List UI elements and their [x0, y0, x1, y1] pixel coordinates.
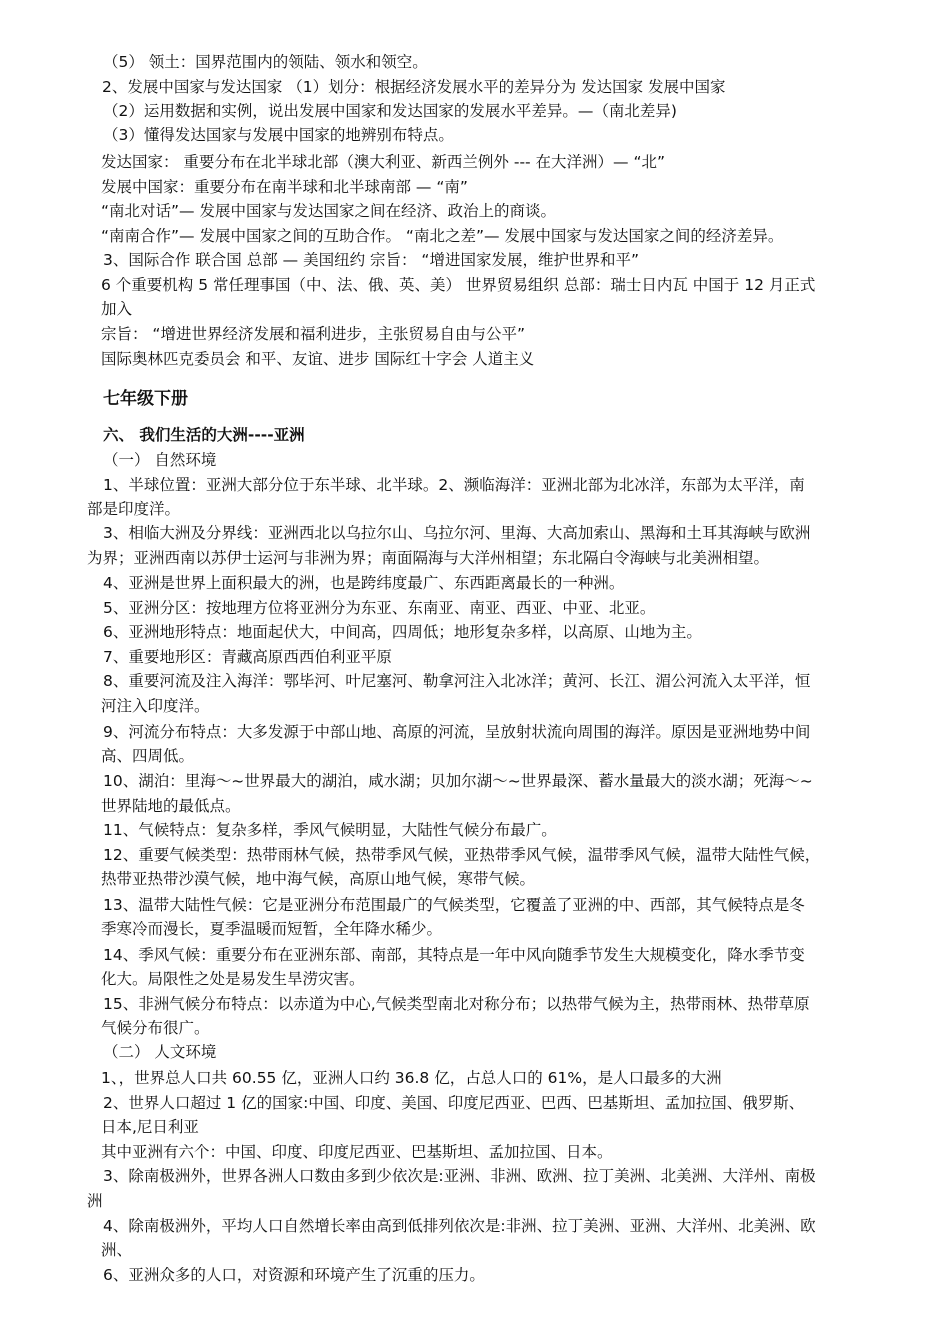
text-line: 3、相临大洲及分界线：亚洲西北以乌拉尔山、乌拉尔河、里海、大高加索山、黑海和土耳其海峡与欧洲 [103, 524, 811, 542]
text-line: 3、除南极洲外，世界各洲人口数由多到少依次是:亚洲、非洲、欧洲、拉丁美洲、北美洲、大洋州、南极 [103, 1167, 816, 1185]
text-line: 为界；亚洲西南以苏伊士运河与非洲为界；南面隔海与大洋州相望；东北隔白令海峡与北美洲相望。 [87, 549, 770, 567]
text-line: 发展中国家：重要分布在南半球和北半球南部 — “南” [101, 178, 468, 196]
text-line: 2、发展中国家与发达国家 （1）划分：根据经济发展水平的差异分为 发达国家 发展中国家 [102, 78, 726, 96]
text-line: 河注入印度洋。 [101, 697, 210, 715]
text-line: 5、亚洲分区：按地理方位将亚洲分为东亚、东南亚、南亚、西亚、中亚、北亚。 [103, 599, 656, 617]
text-line: 4、除南极洲外，平均人口自然增长率由高到低排列依次是:非洲、拉丁美洲、亚洲、大洋州、北美洲、欧 [103, 1217, 816, 1235]
text-line: “南南合作”— 发展中国家之间的互助合作。 “南北之差”— 发展中国家与发达国家之间的经济差异。 [101, 227, 784, 245]
text-line: 1、，世界总人口共 60.55 亿，亚洲人口约 36.8 亿，占总人口的 61%，是人口最多的大洲 [101, 1069, 722, 1087]
text-line: 季寒冷而漫长，夏季温暖而短暂，全年降水稀少。 [101, 920, 443, 938]
text-line: （2）运用数据和实例，说出发展中国家和发达国家的发展水平差异。—（南北差异) [103, 102, 677, 120]
text-line: 4、亚洲是世界上面积最大的洲，也是跨纬度最广、东西距离最长的一种洲。 [103, 574, 625, 592]
text-line: 1、半球位置：亚洲大部分位于东半球、北半球。2、濒临海洋：亚洲北部为北冰洋，东部为太平洋，南 [103, 476, 805, 494]
text-line: （3）懂得发达国家与发展中国家的地辨别布特点。 [103, 126, 454, 144]
text-line: 7、重要地形区：青藏高原西西伯利亚平原 [103, 648, 392, 666]
text-line: 气候分布很广。 [101, 1019, 210, 1037]
text-line: 日本,尼日利亚 [101, 1118, 199, 1136]
text-line: 13、温带大陆性气候：它是亚洲分布范围最广的气候类型，它覆盖了亚洲的中、西部，其气候特点是冬 [103, 896, 805, 914]
text-line: 世界陆地的最低点。 [101, 797, 241, 815]
text-line: 9、河流分布特点：大多发源于中部山地、高原的河流，呈放射状流向周围的海洋。原因是亚洲地势中间 [103, 723, 811, 741]
text-line: 宗旨： “增进世界经济发展和福利进步，主张贸易自由与公平” [101, 325, 525, 343]
section-heading: 七年级下册 [103, 389, 188, 409]
subsection-heading: （二） 人文环境 [103, 1043, 217, 1061]
text-line: 部是印度洋。 [87, 500, 181, 518]
text-line: 12、重要气候类型：热带雨林气候，热带季风气候，亚热带季风气候，温带季风气候，温带大陆性气候， [103, 846, 821, 864]
text-line: 6、亚洲众多的人口，对资源和环境产生了沉重的压力。 [103, 1266, 485, 1284]
text-line: 6、亚洲地形特点：地面起伏大，中间高，四周低；地形复杂多样，以高原、山地为主。 [103, 623, 702, 641]
text-line: 15、非洲气候分布特点：以赤道为中心,气候类型南北对称分布；以热带气候为主，热带雨林、热带草原 [103, 995, 810, 1013]
text-line: 8、重要河流及注入海洋：鄂毕河、叶尼塞河、勒拿河注入北冰洋；黄河、长江、湄公河流入太平洋，恒 [103, 672, 811, 690]
text-line: 10、湖泊：里海～~世界最大的湖泊，咸水湖；贝加尔湖～~世界最深、蓄水量最大的淡水湖；死海～~ [103, 772, 813, 790]
text-line: 高、四周低。 [101, 747, 195, 765]
text-line: 加入 [101, 300, 133, 318]
subsection-heading: （一） 自然环境 [103, 451, 217, 469]
text-line: 3、国际合作 联合国 总部 — 美国纽约 宗旨： “增进国家发展，维护世界和平” [103, 251, 639, 269]
text-line: （5） 领土：国界范围内的领陆、领水和领空。 [103, 53, 428, 71]
text-line: 洲 [87, 1192, 103, 1210]
text-line: 发达国家： 重要分布在北半球北部（澳大利亚、新西兰例外 --- 在大洋洲）— “北” [101, 153, 666, 171]
text-line: 11、气候特点：复杂多样，季风气候明显，大陆性气候分布最广。 [103, 821, 557, 839]
text-line: 其中亚洲有六个：中国、印度、印度尼西亚、巴基斯坦、孟加拉国、日本。 [101, 1143, 613, 1161]
text-line: 6 个重要机构 5 常任理事国（中、法、俄、英、美） 世界贸易组织 总部：瑞士日内瓦 中国于 12 月正式 [101, 276, 816, 294]
text-line: 国际奥林匹克委员会 和平、友谊、进步 国际红十字会 人道主义 [101, 350, 535, 368]
text-line: 14、季风气候：重要分布在亚洲东部、南部，其特点是一年中风向随季节发生大规模变化，降水季节变 [103, 946, 805, 964]
text-line: 热带亚热带沙漠气候，地中海气候，高原山地气候，寒带气候。 [101, 870, 536, 888]
text-line: 2、世界人口超过 1 亿的国家:中国、印度、美国、印度尼西亚、巴西、巴基斯坦、孟加拉国、俄罗斯、 [103, 1094, 805, 1112]
chapter-heading: 六、 我们生活的大洲----亚洲 [103, 426, 305, 444]
text-line: 化大。局限性之处是易发生旱涝灾害。 [101, 970, 365, 988]
text-line: “南北对话”— 发展中国家与发达国家之间在经济、政治上的商谈。 [101, 202, 556, 220]
text-line: 洲、 [101, 1241, 133, 1259]
